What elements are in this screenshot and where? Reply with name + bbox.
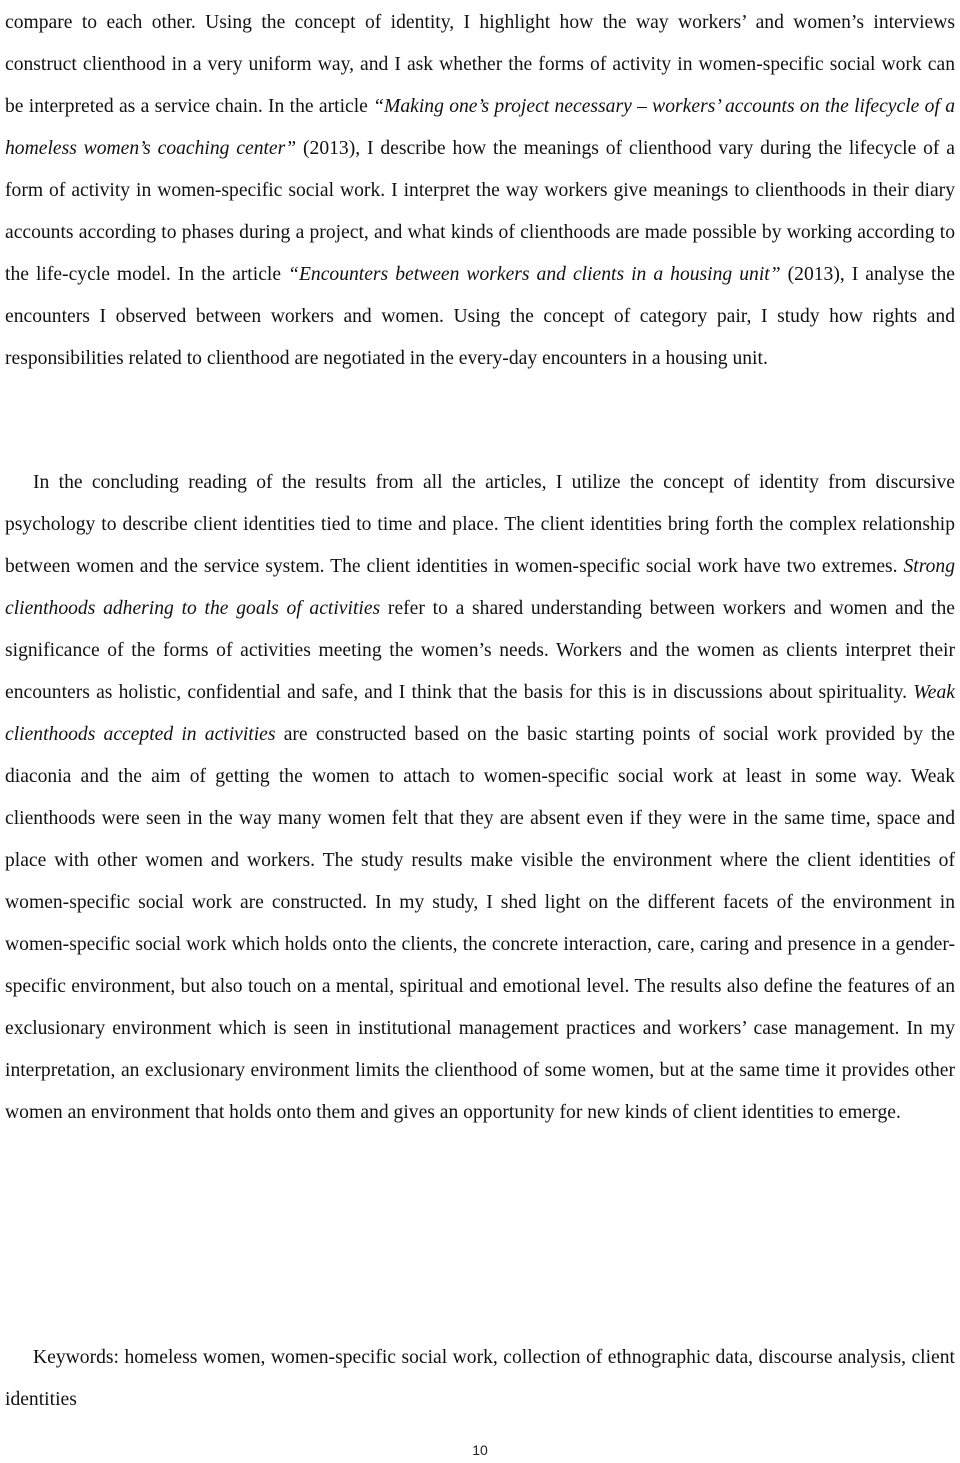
paragraph-text: (2013), I describe how the meanings of clienthood vary during the lifecycle of a form of activity in women-specific social work. I interpret the way workers give meanings to clienthoods in their diary accounts according to phases during a project, and what kinds of clienthoods are made possible by working according to the life-cycle model. In the article	[5, 138, 955, 285]
paragraph-text: compare to each other. Using the concept of identity, I highlight how the way workers’ and women’s interviews construct clienthood in a very uniform way, and I ask whether the forms of activity in women-specific social work can be interpreted as a service chain. In the article	[5, 12, 955, 117]
paragraph-text: In the concluding reading of the results from all the articles, I utilize the concept of identity from discursive psychology to describe client identities tied to time and place. The client identities bring forth the complex relationship between women and the service system. The client identities in women-specific social work have two extremes.	[5, 472, 955, 577]
paragraph-text: are constructed based on the basic starting points of social work provided by the diaconia and the aim of getting the women to attach to women-specific social work at least in some way. Weak clienthoods were seen in the way many women felt that they are absent even if they were in the same time, space and place with other women and workers. The study results make visible the environment where the client identities of women-specific social work are constructed. In my study, I shed light on the different facets of the environment in women-specific social work which holds onto the clients, the concrete interaction, care, caring and presence in a gender-specific environment, but also touch on a mental, spiritual and emotional level. The results also define the features of an exclusionary environment which is seen in institutional management practices and workers’ case management. In my interpretation, an exclusionary environment limits the clienthood of some women, but at the same time it provides other women an environment that holds onto them and gives an opportunity for new kinds of client identities to emerge.	[5, 724, 955, 1123]
page-number: 10	[472, 1442, 488, 1458]
paragraph-text: refer to a shared understanding between workers and women and the significance of the forms of activities meeting the women’s needs. Workers and the women as clients interpret their encounters as holistic, confidential and safe, and I think that the basis for this is in discussions about spirituality.	[5, 598, 955, 703]
article-title: “Making one’s project necessary – workers’ accounts on the lifecycle of a homeless women’s coaching center”	[5, 96, 955, 159]
emphasized-term: Weak clienthoods accepted in activities	[5, 682, 955, 745]
paragraph-text: (2013), I analyse the encounters I observed between workers and women. Using the concept of category pair, I study how rights and responsibilities related to clienthood are negotiated in the every-day encounters in a housing unit.	[5, 264, 955, 369]
emphasized-term: Strong clienthoods adhering to the goals of activities	[5, 556, 955, 619]
article-title: “Encounters between workers and clients in a housing unit”	[288, 264, 781, 285]
keywords-line: Keywords: homeless women, women-specific social work, collection of ethnographic data, discourse analysis, client identities	[5, 1347, 955, 1410]
paragraph-concluding-reading	[5, 462, 955, 1134]
paragraph-article-summaries	[5, 2, 955, 380]
